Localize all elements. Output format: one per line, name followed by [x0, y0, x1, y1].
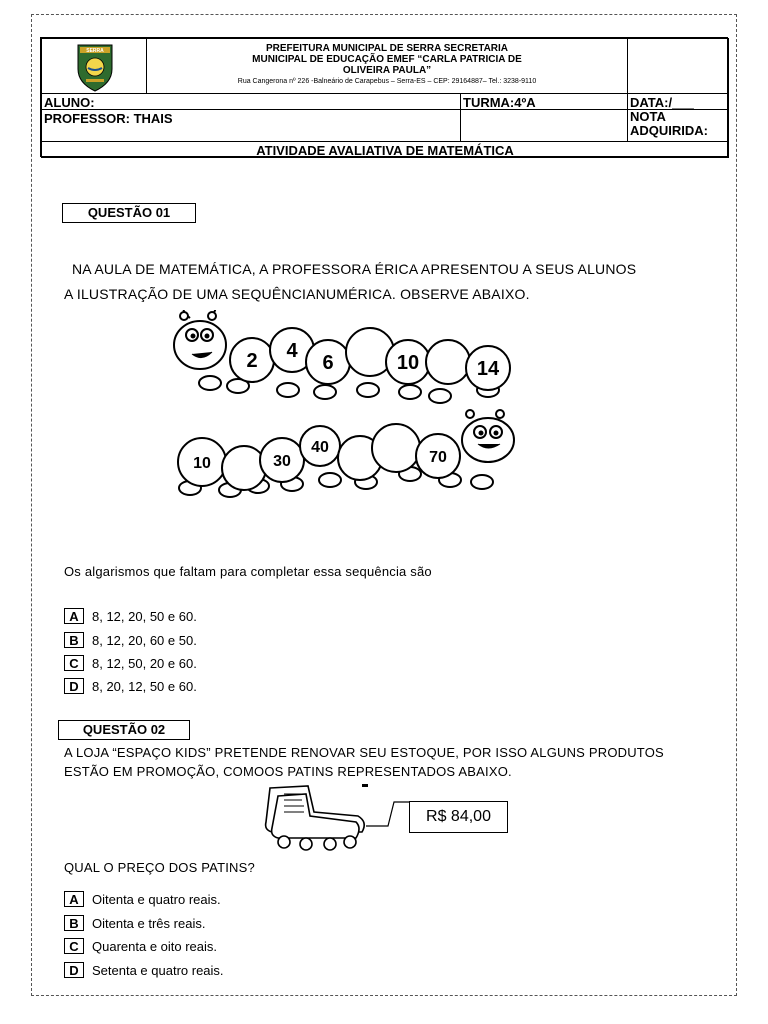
option-letter: A: [64, 891, 84, 907]
question-1-title: [62, 203, 196, 223]
nota-label-2: ADQUIRIDA:: [630, 123, 708, 138]
option-letter: A: [64, 608, 84, 624]
school-name-line3: OLIVEIRA PAULA”: [342, 65, 432, 76]
option-letter: B: [64, 915, 84, 931]
logo-cell: [41, 38, 147, 94]
empty-cell: [460, 109, 628, 142]
question-1-title-text: QUESTÃO 01: [87, 205, 171, 220]
option-text: Setenta e quatro reais.: [92, 962, 224, 978]
option-letter: B: [64, 632, 84, 648]
option-text: 8, 20, 12, 50 e 60.: [92, 678, 197, 694]
q1-option-b[interactable]: [64, 631, 197, 649]
option-text: 8, 12, 20, 60 e 50.: [92, 632, 197, 648]
q2-option-b[interactable]: [64, 914, 205, 932]
school-info-cell: [146, 38, 628, 94]
q2-text-line1: A LOJA “ESPAÇO KIDS” PRETENDE RENOVAR SEU ESTOQUE, POR ISSO ALGUNS PRODUTOS: [64, 745, 664, 760]
logo-text: SERRA: [86, 48, 104, 54]
school-name-line1: PREFEITURA MUNICIPAL DE SERRA SECRETARIA: [265, 43, 509, 54]
page-frame: [31, 14, 737, 996]
aluno-label: ALUNO:: [44, 95, 95, 110]
professor-label: PROFESSOR: THAIS: [44, 111, 173, 126]
data-label: DATA:/___: [630, 95, 694, 110]
option-letter: D: [64, 962, 84, 978]
bottom-number-1: 30: [273, 453, 291, 470]
option-text: Oitenta e quatro reais.: [92, 891, 221, 907]
header-table: [40, 37, 728, 157]
bottom-number-0: 10: [193, 455, 211, 472]
option-text: 8, 12, 20, 50 e 60.: [92, 608, 197, 624]
school-address: Rua Cangerona nº 226 -Balneário de Carapebus – Serra-ES – CEP: 29164887– Tel.: 3238-9110: [237, 78, 537, 85]
price-pointer: [366, 800, 410, 830]
option-text: 8, 12, 50, 20 e 60.: [92, 655, 197, 671]
school-name-line2: MUNICIPAL DE EDUCAÇÃO EMEF “CARLA PATRICIA DE: [252, 54, 522, 65]
option-text: Oitenta e três reais.: [92, 915, 206, 931]
q2-text-line2: ESTÃO EM PROMOÇÃO, COMOOS PATINS REPRESENTADOS ABAIXO.: [64, 764, 512, 779]
price-box: [409, 801, 508, 833]
option-letter: C: [64, 938, 84, 954]
bottom-number-3: 70: [429, 449, 447, 466]
q1-option-a[interactable]: [64, 607, 197, 625]
top-number-0: 2: [246, 350, 258, 372]
skates-illustration: [258, 782, 373, 852]
price-text: R$ 84,00: [426, 808, 491, 825]
school-logo: [42, 39, 148, 95]
top-right-cell: [627, 38, 729, 94]
option-letter: C: [64, 655, 84, 671]
question-2-title-text: QUESTÃO 02: [82, 722, 166, 737]
activity-title-cell: [41, 141, 729, 158]
caterpillar-illustration: [170, 310, 520, 500]
option-text: Quarenta e oito reais.: [92, 938, 218, 954]
bottom-number-2: 40: [311, 439, 329, 456]
q1-option-d[interactable]: [64, 677, 197, 695]
turma-cell: [460, 93, 628, 110]
activity-title: ATIVIDADE AVALIATIVA DE MATEMÁTICA: [256, 143, 514, 158]
q2-prompt: QUAL O PREÇO DOS PATINS?: [64, 860, 255, 875]
professor-cell: [41, 109, 461, 142]
aluno-cell[interactable]: [41, 93, 461, 110]
data-cell[interactable]: [627, 93, 729, 110]
q1-option-c[interactable]: [64, 654, 197, 672]
q1-prompt: Os algarismos que faltam para completar essa sequência são: [64, 564, 432, 579]
top-number-3: 10: [396, 352, 420, 374]
nota-label-1: NOTA: [630, 109, 666, 124]
top-number-2: 6: [322, 352, 334, 374]
q1-text-line2: A ILUSTRAÇÃO DE UMA SEQUÊNCIANUMÉRICA. OBSERVE ABAIXO.: [64, 286, 530, 302]
top-number-4: 14: [476, 358, 500, 380]
top-number-1: 4: [286, 340, 298, 362]
q1-text-line1: NA AULA DE MATEMÁTICA, A PROFESSORA ÉRICA APRESENTOU A SEUS ALUNOS: [72, 261, 637, 277]
option-letter: D: [64, 678, 84, 694]
q2-option-d[interactable]: [64, 961, 224, 979]
q2-option-a[interactable]: [64, 890, 221, 908]
nota-cell[interactable]: [627, 109, 729, 142]
question-2-title: [58, 720, 190, 740]
turma-label: TURMA:4ºA: [463, 95, 536, 110]
q2-option-c[interactable]: [64, 937, 217, 955]
